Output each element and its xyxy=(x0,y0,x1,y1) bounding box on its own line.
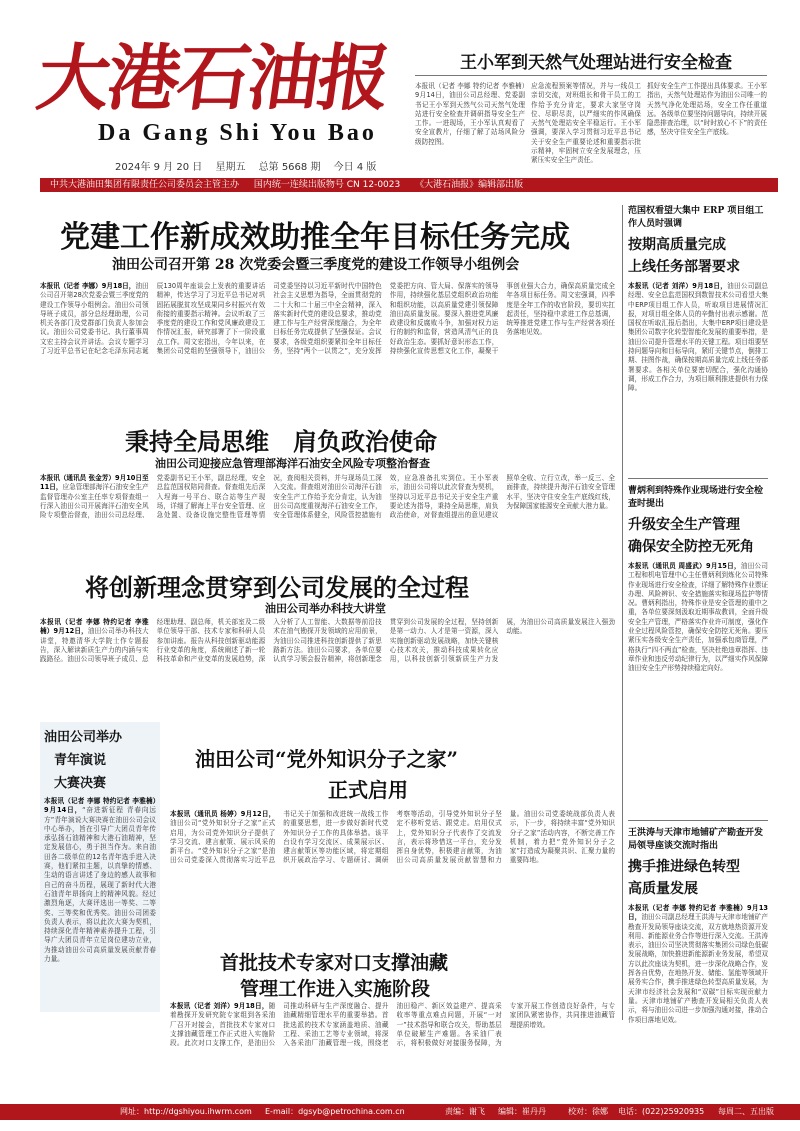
lead-headline: 党建工作新成效助推全年目标任务完成 xyxy=(60,220,570,255)
issue-info xyxy=(115,158,386,173)
bottom-byline: 本报讯（记者 刘洋）9月18日， xyxy=(170,1002,269,1010)
right3-title2: 高质量发展 xyxy=(628,881,698,897)
leftbox-title1: 油田公司举办 xyxy=(44,730,123,745)
leftbox-title3: 大赛决赛 xyxy=(54,776,107,791)
lead-text: 油田公司召开第28次党委会暨三季度党的建设工作领导小组例会。油田公司领导班子成员，部分总经理助理，公司机关各部门及党群部门负责人参加会议。油田公司党委书记、执行董事周文宏主持会议并讲话。会议专题学习了习近平总书记在纪念毛泽东同志诞辰130周年座谈会上发表的重要讲话精神，传达学习了习近平总书记对巩固拓展脱贫攻坚成果同乡村振兴有效衔接的重要指示精神。会议听取了三季度党的建设工作和党风廉政建设工作情况汇报，研究部署了下一阶段重点工作。周文宏指出，今年以来，在集团公司党组的坚强领导下，油田公司党委坚持以习近平新时代中国特色社会主义思想为指导，全面贯彻党的二十大和二十届三中全会精神，深入落实新时代党的建设总要求，推动党建工作与生产经营深度融合，为全年目标任务完成提供了坚强保证。会议要求，各级党组织要紧扣全年目标任务，坚持“两个一以贯之”，充分发挥党委把方向、管大局、保落实的领导作用，持续强化基层党组织政治功能和组织功能，以高质量党建引领保障油田高质量发展。要深入推进党风廉政建设和反腐败斗争，加强对权力运行的制约和监督，营造风清气正的良好政治生态。要抓好意识形态工作，持续强化宣传思想文化工作，凝聚干事创业强大合力，确保高质量完成全年各项目标任务。周文宏强调，四季度是全年工作的收官阶段，要切实扛起责任，坚持稳中求进工作总基调，统筹推进党建工作与生产经营各项任务落地见效。 xyxy=(40,282,615,356)
right3-byline: 本报讯（记者 李娜 特约记者 李雅楠）9月13日， xyxy=(628,904,768,922)
right3-title1: 携手推进绿色转型 xyxy=(628,859,740,875)
right-divider-1 xyxy=(628,478,768,479)
third-subheadline: 油田公司举办科技大讲堂 xyxy=(265,602,386,615)
third-byline: 本报讯（记者 李娜 特约记者 李雅楠）9月12日， xyxy=(40,618,149,636)
right1-text: 油田公司副总经理、安全总监范国权到数智技术公司看望大集中ERP项目组工作人员，听取项目进展情况汇报，对项目组全体人员的辛勤付出表示感谢。范国权在听取汇报后指出，大集中ERP项目建设是集团公司数字化转型智能化发展的重要举措，是油田公司提升管理水平的关键工程。项目组要坚持问题导向和目标导向，紧盯关键节点，倒排工期、挂图作战，确保按期高质量完成上线任务部署要求。各相关单位要密切配合，强化沟通协调，形成工作合力，为项目顺利推进提供有力保障。 xyxy=(628,282,768,393)
sponsor-bar xyxy=(40,178,778,192)
right2-title1: 升级安全生产管理 xyxy=(628,517,740,533)
center-byline: 本报讯（通讯员 杨婷）9月12日， xyxy=(170,810,276,818)
leftbox-byline: 本报讯（记者 李娜 特约记者 李雅楠）9月14日， xyxy=(44,797,156,815)
bottom-headline-1: 首批技术专家对口支撑油藏 xyxy=(220,952,449,974)
footer-phone: 电话：(022)25920935 xyxy=(618,1107,705,1116)
right2-title2: 确保安全防控无死角 xyxy=(628,539,754,555)
top-story-col3: 抓好安全生产工作提出具体要求。王小军指出，天然气处理站作为油田公司唯一的天然气净化处理站场，安全工作任重道远。各级单位要坚持问题导向，持续开展隐患排查治理，以“时时放心不下”的责任感，坚决守住安全生产底线。 xyxy=(647,82,767,137)
right1-kicker: 范国权看望大集中 ERP 项目组工作人员时强调 xyxy=(628,206,764,229)
newspaper-logo: 大港石油报 xyxy=(32,35,395,120)
right3-kicker: 王洪涛与天津市地铺矿产勘查开发局领导座谈交流时指出 xyxy=(628,828,764,851)
right-article-2 xyxy=(628,485,768,785)
footer-editor: 责编：谢飞 xyxy=(445,1107,485,1116)
center-headline-1: 油田公司“党外知识分子之家” xyxy=(195,747,459,771)
lead-byline: 本报讯（记者 李娜）9月18日， xyxy=(40,282,136,290)
sponsor-editor: 《大港石油报》编辑部出版 xyxy=(415,180,524,190)
right2-text: 油田公司工程和机电管理中心主任曹炳利到炼化公司特殊作业现场进行安全检查，详细了解特殊作业票证办理、风险辨识、安全措施落实和现场监护等情况。曹炳利指出，特殊作业是安全管理的重中之重，各单位要深刻汲取近期事故教训，全面升级安全生产管理，严格落实作业许可制度，强化作业全过程风险管控，确保安全防控无死角。要压紧压实各级安全生产责任，加强承包商管理，严格执行“四不两直”检查，坚决杜绝违章指挥、违章作业和违反劳动纪律行为，以严细实作风保障油田安全生产形势持续稳定向好。 xyxy=(628,562,769,673)
newspaper-pinyin: Da Gang Shi You Bao xyxy=(98,120,377,146)
bottom-body xyxy=(170,1002,615,1098)
column-divider xyxy=(622,205,623,1020)
sponsor-cn: 国内统一连续出版物号 CN 12-0023 xyxy=(253,180,401,190)
center-body xyxy=(170,810,615,940)
top-story-col2: 应急流程预案等情况，并与一线员工亲切交流，对班组长和骨干员工的工作给予充分肯定，要求大家坚守岗位、尽职尽责，以严细实的作风确保天然气处理站安全平稳运行。王小军强调，要深入学习贯彻习近平总书记关于安全生产重要论述和重要指示批示精神，牢固树立安全发展理念，压紧压实安全生产责任。 xyxy=(531,82,641,165)
right-article-3 xyxy=(628,827,769,1024)
footer-bar xyxy=(0,1104,800,1120)
right-article-1 xyxy=(628,205,768,505)
bottom-headline-2: 管理工作进入实施阶段 xyxy=(240,978,431,1000)
top-story-col1: 本报讯（记者 李娜 特约记者 李雅楠）9月14日，油田公司总经理、党委副书记王小军到天然气公司天然气处理站进行安全检查并调研指导安全生产工作。一进现场，王小军认真观看了安全宣教片，仔细了解了站场风险分级防控图。 xyxy=(415,82,525,146)
lead-body xyxy=(40,282,615,412)
right1-body xyxy=(628,282,768,487)
footer-proof: 校对：徐娜 xyxy=(568,1107,608,1116)
lead-subheadline: 油田公司召开第 28 次党委会暨三季度党的建设工作领导小组例会 xyxy=(112,257,520,273)
issue-pages: 今日 4 版 xyxy=(333,162,377,173)
third-headline: 将创新理念贯穿到公司发展的全过程 xyxy=(85,573,469,602)
issue-total: 总第 5668 期 xyxy=(258,162,321,173)
right2-body xyxy=(628,562,768,772)
issue-date: 2024年 9 月 20 日 xyxy=(115,162,203,173)
right-divider-2 xyxy=(628,820,768,821)
top-headline: 王小军到天然气处理站进行安全检查 xyxy=(460,53,732,73)
third-text: 油田公司举办科技大讲堂，特邀清华大学院士作专题报告，深入解读新质生产力的内涵与实践路径。油田公司领导班子成员、总经理助理、副总师，机关部室及二级单位领导干部、技术专家和科研人员参加讲座。报告从科技创新驱动能源行业变革的角度，系统阐述了新一轮科技革命和产业变革的发展趋势，深入分析了人工智能、大数据等前沿技术在油气勘探开发领域的应用前景，为油田公司推进科技创新提供了新思路新方法。油田公司要求，各单位要认真学习领会报告精神，将创新理念贯穿到公司发展的全过程，坚持创新是第一动力、人才是第一资源，深入实施创新驱动发展战略，加快关键核心技术攻关，推动科技成果转化应用，以科技创新引领新质生产力发展，为油田公司高质量发展注入强劲动能。 xyxy=(40,618,615,664)
masthead xyxy=(32,35,398,148)
right1-byline: 本报讯（记者 刘洋）9月18日， xyxy=(628,282,728,290)
center-headline-2: 正式启用 xyxy=(328,778,408,802)
right1-title2: 上线任务部署要求 xyxy=(628,259,740,275)
right2-byline: 本报讯（通讯员 周盛武）9月15日， xyxy=(628,562,741,570)
second-text: 应急管理部海洋石油安全生产监督管理办公室主任率专项督查组一行深入油田公司开展海洋石油安全风险专项整治督查，油田公司总经理、党委副书记王小军，副总经理，安全总监范国权陪同督查。督查组先后深入埕海一号平台、联合站等生产现场，详细了解海上平台安全管理、应急处置、设备设施完整性管理等情况，查阅相关资料，并与现场员工深入交流。督查组对油田公司海洋石油安全生产工作给予充分肯定，认为油田公司高度重视海洋石油安全工作，安全管理体系健全，风险管控措施有效，应急准备扎实到位。王小军表示，油田公司将以此次督查为契机，坚持以习近平总书记关于安全生产重要论述为指导，秉持全局思维，肩负政治使命，对督查组提出的意见建议照单全收、立行立改，举一反三、全面排查，持续提升海洋石油安全管理水平，坚决守住安全生产底线红线，为保障国家能源安全贡献大港力量。 xyxy=(40,474,615,520)
second-body xyxy=(40,474,615,549)
right2-kicker: 曹炳利到特殊作业现场进行安全检查时提出 xyxy=(628,486,764,509)
second-subheadline: 油田公司迎接应急管理部海洋石油安全风险专项整治督查 xyxy=(155,457,430,470)
third-body xyxy=(40,618,615,708)
center-text: 油田公司“党外知识分子之家”正式启用，为公司党外知识分子提供了学习交流、建言献策、展示风采的新平台。“党外知识分子之家”是油田公司党委深入贯彻落实习近平总书记关于加强和改进统一战线工作的重要思想，进一步做好新时代党外知识分子工作的具体举措。该平台设有学习交流区、成果展示区、建言献策区等功能区域，将定期组织开展政治学习、专题研讨、调研考察等活动，引导党外知识分子坚定不移听党话、跟党走。启用仪式上，党外知识分子代表作了交流发言，表示将珍惜这一平台，充分发挥自身优势，积极建言献策，为油田公司高质量发展贡献智慧和力量。油田公司党委统战部负责人表示，下一步，将持续丰富“党外知识分子之家”活动内容，不断完善工作机制，着力把“党外知识分子之家”打造成为凝聚共识、汇聚力量的重要阵地。 xyxy=(170,810,615,865)
top-rule xyxy=(415,75,767,76)
right3-text: 油田公司副总经理王洪涛与天津市地铺矿产勘查开发局领导座谈交流，双方就地热资源开发利用、新能源业务合作等进行深入交流。王洪涛表示，油田公司坚决贯彻落实集团公司绿色低碳发展战略，加快推进新能源新业务发展，希望双方以此次座谈为契机，进一步深化战略合作，发挥各自优势，在地热开发、储能、氢能等领域开展务实合作，携手推进绿色转型高质量发展，为天津市经济社会发展和“双碳”目标实现贡献力量。天津市地铺矿产勘查开发局相关负责人表示，将与油田公司进一步加强沟通对接，推动合作项目落地见效。 xyxy=(628,913,769,1024)
issue-weekday: 星期五 xyxy=(215,162,246,173)
footer-web[interactable]: 网址：http://dgshiyou.ihwrm.com xyxy=(120,1107,252,1116)
right3-body xyxy=(628,904,769,1024)
sponsor-org: 中共大港油田集团有限责任公司委员会主管主办 xyxy=(50,180,240,190)
second-byline: 本报讯（通讯员 张金芳）9月10日至11日， xyxy=(40,474,149,492)
leftbox-body xyxy=(44,797,156,1002)
leftbox-title2: 青年演说 xyxy=(54,753,107,768)
leftbox-text: “奋进新征程 青春向远方”青年演说大赛决赛在油田公司会议中心举办，旨在引导广大团员青年传承弘扬石油精神和大港石油精神，坚定发展信心，勇于担当作为。来自油田各二级单位的12名青年选手进入决赛，他们紧扣主题，以真挚的情感、生动的语言讲述了身边的感人故事和自己的奋斗历程，展现了新时代大港石油青年昂扬向上的精神风貌。经过激烈角逐，大赛评选出一等奖、二等奖、三等奖和优秀奖。油田公司团委负责人表示，将以此次大赛为契机，持续深化青年精神素养提升工程，引导广大团员青年立足岗位建功立业，为推动油田公司高质量发展贡献青春力量。 xyxy=(44,806,156,964)
footer-email[interactable]: E-mail：dgsyb@petrochina.com.cn xyxy=(265,1107,405,1116)
second-headline: 秉持全局思维 肩负政治使命 xyxy=(125,427,437,456)
right1-title1: 按期高质量完成 xyxy=(628,237,726,253)
footer-layout: 编辑：崔丹丹 xyxy=(498,1107,546,1116)
bottom-text: 随着勘探开发研究院专家组到各采油厂召开对接会，首批技术专家对口支撑油藏管理工作正式进入实施阶段。此次对口支撑工作，是油田公司推动科研与生产深度融合、提升油藏精细管理水平的重要举措。首批选派的技术专家涵盖地质、油藏工程、采油工艺等专业领域，将深入各采油厂油藏管理一线，围绕老油田稳产、新区效益建产、提高采收率等重点难点问题，开展“一对一”技术指导和联合攻关，帮助基层单位破解生产难题。各采油厂表示，将积极做好对接服务保障，为专家开展工作创造良好条件，与专家团队紧密协作，共同推进油藏管理提质增效。 xyxy=(170,1002,615,1048)
left-box-article xyxy=(40,722,160,1012)
footer-frequency: 每周二、五出版 xyxy=(718,1107,774,1116)
